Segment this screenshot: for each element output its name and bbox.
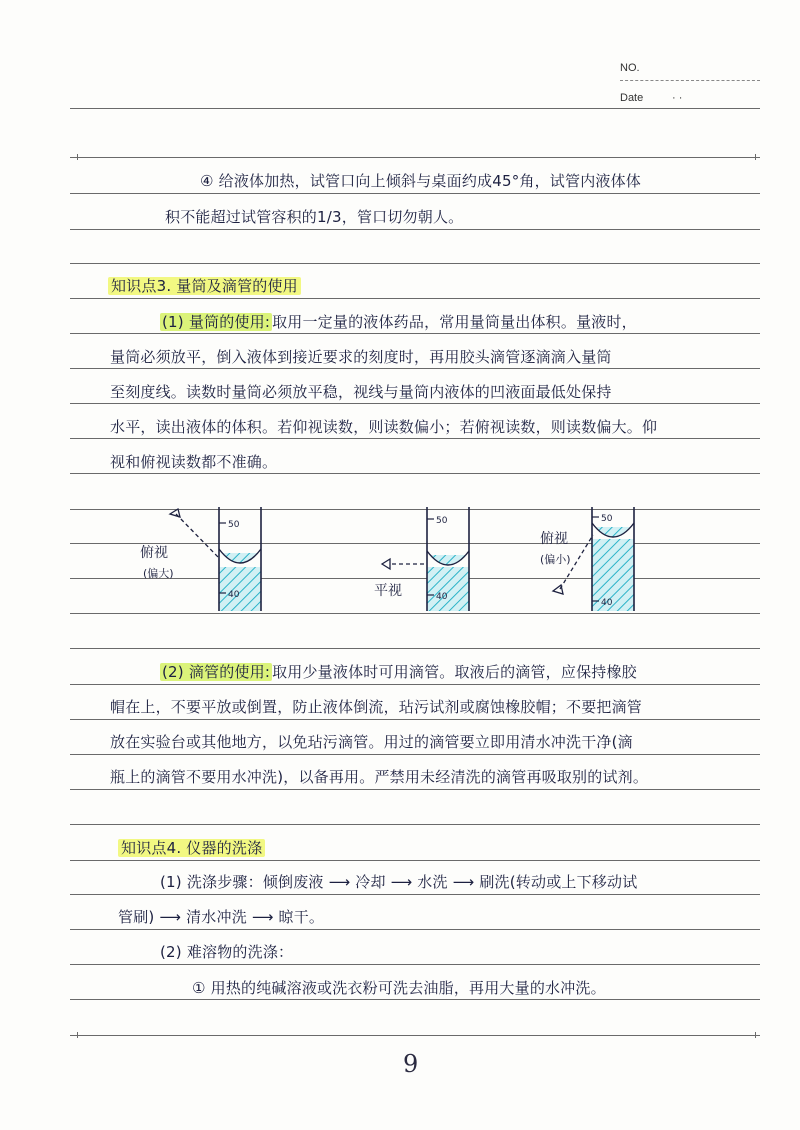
k3-line-5: 视和俯视读数都不准确。 xyxy=(110,453,278,471)
section-title-4 xyxy=(118,839,265,857)
middle-eye-icon xyxy=(382,559,390,569)
left-label-1: 俯视 xyxy=(140,545,168,561)
text-line-2: 积不能超过试管容积的1/3，管口切勿朝人。 xyxy=(165,208,464,226)
right-tick-50-label: 50 xyxy=(601,514,613,524)
section-title-4-text: 知识点4. 仪器的洗涤 xyxy=(118,839,265,857)
middle-tick-50-label: 50 xyxy=(436,516,448,526)
ruled-line xyxy=(70,648,760,649)
k3-paragraph-1-line-1 xyxy=(160,313,637,331)
ruled-line xyxy=(70,438,760,439)
ruled-line xyxy=(70,263,760,264)
ruled-line xyxy=(70,964,760,965)
ruled-line xyxy=(70,333,760,334)
left-tick-50-label: 50 xyxy=(228,520,240,530)
ruled-line xyxy=(70,368,760,369)
right-cylinder-liquid xyxy=(592,527,634,611)
k3-p2-rest: 取用少量液体时可用滴管。取液后的滴管，应保持橡胶 xyxy=(272,663,637,681)
k3-paragraph-2-line-1 xyxy=(160,663,637,681)
left-tick-40-label: 40 xyxy=(228,590,240,600)
left-cylinder xyxy=(140,507,261,611)
ruled-line xyxy=(70,108,760,109)
k3-p2-line-3: 放在实验台或其他地方，以免玷污滴管。用过的滴管要立即用清水冲洗干净(滴 xyxy=(110,733,633,751)
ruled-line xyxy=(70,229,760,230)
margin-tick xyxy=(755,1032,756,1038)
ruled-line xyxy=(70,193,760,194)
right-label-1: 俯视 xyxy=(540,531,568,547)
graduated-cylinder-diagram xyxy=(0,505,800,615)
middle-tick-40-label: 40 xyxy=(436,592,448,602)
section-title-3 xyxy=(108,277,301,295)
ruled-line xyxy=(70,473,760,474)
ruled-line xyxy=(70,719,760,720)
no-dotted-line xyxy=(620,80,760,81)
k4-line-1: (1) 洗涤步骤：倾倒废液 ⟶ 冷却 ⟶ 水洗 ⟶ 刷洗(转动或上下移动试 xyxy=(160,873,638,891)
middle-cylinder xyxy=(374,507,469,611)
ruled-line xyxy=(70,860,760,861)
ruled-line xyxy=(70,789,760,790)
ruled-line xyxy=(70,999,760,1000)
ruled-line xyxy=(70,1035,760,1036)
k3-p1-lead: (1) 量筒的使用: xyxy=(162,313,271,331)
k3-p2-lead: (2) 滴管的使用: xyxy=(162,663,271,681)
ruled-line xyxy=(70,824,760,825)
k4-line-2: 管刷) ⟶ 清水冲洗 ⟶ 晾干。 xyxy=(118,908,325,926)
margin-tick xyxy=(77,1032,78,1038)
date-dots: · · xyxy=(672,92,683,104)
margin-tick xyxy=(755,154,756,160)
right-cylinder xyxy=(540,507,634,611)
k4-line-4: ① 用热的纯碱溶液或洗衣粉可洗去油脂，再用大量的水冲洗。 xyxy=(192,979,606,997)
ruled-line xyxy=(70,403,760,404)
ruled-line xyxy=(70,684,760,685)
right-label-2: (偏小) xyxy=(540,553,571,566)
date-label: Date xyxy=(620,92,644,104)
no-label: NO. xyxy=(620,62,640,74)
ruled-line xyxy=(70,157,760,158)
ruled-line xyxy=(70,929,760,930)
left-sightline xyxy=(176,514,220,559)
page-number: 9 xyxy=(403,1050,419,1078)
k3-line-4: 水平，读出液体的体积。若仰视读数，则读数偏小；若俯视读数，则读数偏大。仰 xyxy=(110,418,658,436)
ruled-line xyxy=(70,298,760,299)
k3-line-2: 量筒必须放平，倒入液体到接近要求的刻度时，再用胶头滴管逐滴滴入量筒 xyxy=(110,348,612,366)
ruled-line xyxy=(70,754,760,755)
text-line-1: ④ 给液体加热，试管口向上倾斜与桌面约成45°角，试管内液体体 xyxy=(200,172,642,190)
k3-p2-line-2: 帽在上，不要平放或倒置，防止液体倒流，玷污试剂或腐蚀橡胶帽；不要把滴管 xyxy=(110,698,643,716)
section-title-3-text: 知识点3. 量筒及滴管的使用 xyxy=(108,277,301,295)
k3-p2-line-4: 瓶上的滴管不要用水冲洗)，以备再用。严禁用未经清洗的滴管再吸取别的试剂。 xyxy=(110,768,649,786)
left-label-2: (偏大) xyxy=(143,567,174,580)
k4-line-3: (2) 难溶物的洗涤： xyxy=(160,943,294,961)
middle-label-1: 平视 xyxy=(374,583,402,599)
right-tick-40-label: 40 xyxy=(601,598,613,608)
ruled-line xyxy=(70,894,760,895)
margin-tick xyxy=(77,154,78,160)
k3-line-3: 至刻度线。读数时量筒必须放平稳，视线与量筒内液体的凹液面最低处保持 xyxy=(110,383,612,401)
right-eye-icon xyxy=(553,585,563,594)
k3-p1-rest: 取用一定量的液体药品，常用量筒量出体积。量液时， xyxy=(272,313,637,331)
